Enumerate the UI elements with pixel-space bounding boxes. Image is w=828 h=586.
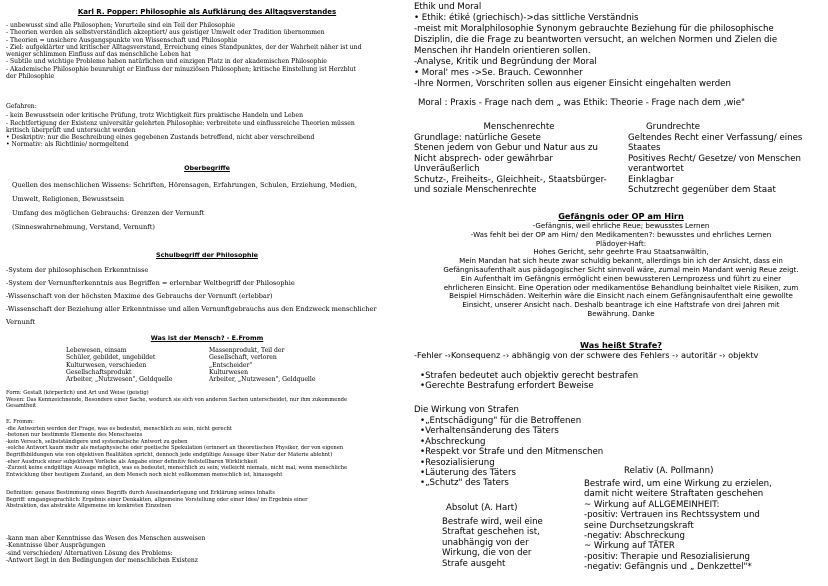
- ethik-line: Ethik und Moral: [414, 2, 482, 12]
- gefaengnis-line: -Was fehlt bei der OP am Hirn/ den Medikamenten?: bewusstes und ehrliches Lernen: [470, 229, 772, 239]
- relativ-line: -negativ: Gefängnis und „ Denkzettel"*: [584, 562, 752, 573]
- grundrechte-line: Staates: [628, 143, 661, 154]
- fromm-line: Entwicklung über heutigem Zustand, an dem Mensch noch nicht vollkommen menschlich ist, hinausgeht: [6, 471, 283, 478]
- intro-line: - Theorien werden als selbstverständlich akzeptiert/ aus geistiger Umwelt oder Tradition übernommen: [6, 29, 325, 37]
- relativ-list: [584, 479, 828, 573]
- wirkung-item: • „Entschädigung" für die Betroffenen: [420, 416, 720, 426]
- oberbegriffe-list: [12, 181, 410, 231]
- ethik-section: [414, 2, 826, 90]
- strafe-line: -Fehler -›Konsequenz -› abhängig von der schwere des Fehlers -› autoritär -› objektv: [414, 350, 759, 360]
- form-line: Wesen: Das Kennzeichnende, Besondere einer Sache, wodurch sie sich von anderen Sachen unterscheidet, nur ihm zukommende: [6, 396, 348, 403]
- intro-line: - Akademische Philosophie beunruhigt er Einfluss der minuziösen Philosophen; kritische Einstellung ist Herzblut: [6, 65, 356, 73]
- absolut-title: Absolut (A. Hart): [446, 503, 518, 513]
- form-line: Form: Gestalt (körperlich) und Art und Weise (geistig): [6, 390, 149, 396]
- fromm-line: E. Fromm:: [6, 419, 34, 425]
- absolut-line: Bestrafe wird, weil eine: [442, 517, 543, 527]
- fromm-line: -Zurzeit keine endgültige Aussage möglich, was es bedeutet, menschlich zu sein; vielleicht niemals, nicht mal, wenn menschliche: [6, 465, 348, 472]
- schulbegriff-line: -Wissenschaft der Beziehung aller Erkenntnisse und allen Vernunftgebrauchs aus den Endzweck menschlicher: [6, 305, 377, 313]
- menschenrechte-line: Schutz-, Freiheits-, Gleichheit-, Staatsbürger-: [414, 174, 607, 185]
- relativ-line: Bestrafe wird, um eine Wirkung zu erzielen,: [584, 479, 772, 489]
- relativ-line: -positiv: Vertrauen ins Rechtssystem und: [584, 510, 760, 521]
- fromm-line: Begriffsbildungen wie von objektiven Realitäten spricht, dennoch jede endgültige Aussage über Natur der Materie ablehnt): [6, 451, 333, 458]
- intro-line: - unbewusst sind alle Philosophen; Vorurteile sind ein Teil der Philosophie: [6, 22, 235, 29]
- wirkung-title: Die Wirkung von Strafen: [414, 405, 519, 415]
- schulbegriff-line: -System der philosophischen Erkenntnisse: [6, 266, 149, 274]
- relativ-line: damit nicht weitere Straftaten geschehen: [584, 489, 764, 500]
- mensch-title: Was ist der Mensch? - E.Fromm: [150, 334, 264, 342]
- grundrechte-line: Geltendes Recht einer Verfassung/ eines: [628, 133, 803, 143]
- ethik-line: • Moral' mes ->Se. Brauch. Cewonnher: [414, 68, 583, 78]
- menschenrechte-line: Grundlage: natürliche Gesete: [414, 133, 541, 143]
- gefaengnis-line: -Gefängnis, weil ehrliche Reue; bewusstes Lernen: [532, 222, 710, 230]
- grundrechte-line: Einklagbar: [628, 174, 674, 185]
- fromm-line: -solche Antwort kaum mehr als metaphysische oder poetische Spekulation (erinnert an theoretischen Physiker, der von eigenen: [6, 445, 344, 452]
- ethik-line: -Analyse, Kritik und Begründung der Moral: [414, 57, 597, 67]
- oberbegriffe-line: Umfang des möglichen Gebrauchs: Grenzen der Vernunft: [12, 209, 205, 217]
- gefaengnis-text: [414, 222, 828, 319]
- grundrechte-line: verantwortet: [628, 164, 684, 175]
- wirkung-item: • Abschreckung: [420, 437, 720, 447]
- fromm-line: -die Antworten werden der Frage, was es bedeutet, menschlich zu sein, nicht gerecht: [6, 425, 232, 432]
- absolut-line: Wirkung, die von der: [442, 548, 532, 559]
- mensch-item: Gesellschaftsprodukt: [66, 368, 132, 376]
- mensch-item: Arbeiter, „Nutzwesen", Geldquelle: [209, 376, 316, 384]
- strafe-title: Was heißt Strafe?: [579, 340, 663, 350]
- absolut-line: unabhängig von der: [442, 537, 529, 548]
- menschenrechte-list: [414, 133, 626, 195]
- menschenrechte-title: Menschenrechte: [483, 122, 555, 132]
- definition-line: Definition: genaue Bestimmung eines Begriffs durch Auseinanderlegung und Erklärung seines Inhalts: [6, 490, 275, 496]
- gefahren-line: • Deskriptiv: nur die Beschreibung eines gegebenen Zustands betreffend, nicht aber verschreibend: [6, 134, 315, 142]
- definition-line: Begriff: umgangssprachlich: Ergebnis einer Denkakten, allgemeine Vorstellung oder einer Idee/ im Ergebnis einer: [6, 496, 308, 503]
- ende-line: -kann man aber Kenntnisse das Wesen des Menschen ausweisen: [6, 535, 206, 542]
- strafe-bullet: • Gerechte Bestrafung erfordert Beweise: [420, 381, 824, 391]
- fromm-line: -kein Versuch, selbstständigere und systematische Antwort zu geben: [6, 438, 188, 445]
- oberbegriffe-title: Oberbegriffe: [184, 164, 230, 172]
- gefahren-line: kritisch überprüft und untersucht werden: [6, 126, 136, 134]
- menschenrechte-line: Stenen jedem von Gebur und Natur aus zu: [414, 143, 598, 154]
- intro-line: - Theorien = unsichere Ausgangspunkte von Wissenschaft und Philosophie: [6, 36, 238, 44]
- intro-line: der Philosophie: [6, 73, 55, 81]
- absolut-line: Strafe ausgeht: [442, 558, 506, 569]
- relativ-line: -negativ: Abschreckung: [584, 531, 685, 542]
- strafe-bullet: • Strafen bedeutet auch objektiv gerecht bestrafen: [420, 371, 824, 381]
- oberbegriffe-line: (Sinneswahrnehmung, Verstand, Vernunft): [12, 223, 155, 231]
- mensch-item: Kulturwesen: [209, 368, 249, 376]
- wirkung-item: • Resozialisierung: [420, 458, 720, 468]
- grundrechte-title: Grundrechte: [646, 122, 701, 132]
- mensch-item: Gesellschaft, verloren: [209, 354, 277, 362]
- absolut-line: Straftat geschehen ist,: [442, 527, 540, 538]
- wirkung-list: [420, 416, 720, 489]
- fromm-line: -betonen nur bestimmte Elemente des Menschseins: [6, 432, 143, 439]
- gefahren-line: - kein Bewusstsein oder kritische Prüfung, trotz Wichtigkeit fürs praktische Handeln und Leben: [6, 112, 304, 120]
- right-page: [414, 0, 828, 586]
- mensch-item: Schüler, gebildet, ungebildet: [66, 354, 156, 362]
- strafe-bullets: [420, 371, 824, 392]
- gefaengnis-line: Mein Mandan hat sich heute zwar schuldig bekannt, allerdings bin ich der Ansicht, dass ein: [459, 256, 783, 266]
- ethik-line: Disziplin, die die Frage zu beantworten versucht, an welchen Normen und Zielen die: [414, 35, 778, 45]
- mensch-item: Massenprodukt, Teil der: [209, 347, 285, 354]
- schulbegriff-line: Vernunft: [6, 318, 36, 326]
- form-line: Gesamtheit: [6, 403, 37, 410]
- oberbegriffe-line: Umwelt, Religionen, Bewusstsein: [12, 195, 124, 203]
- ende-line: -sind verschieden/ Alternativen Lösung des Problems:: [6, 549, 173, 557]
- mensch-item: Arbeiter, „Nutzwesen", Geldquelle: [66, 376, 173, 384]
- relativ-line: -positiv: Therapie und Resozialisierung: [584, 551, 750, 562]
- ethik-line: -meist mit Moralphilosophie Synonym gebrauchte Beziehung für die philosophische: [414, 24, 774, 34]
- schulbegriff-title: Schulbegriff der Philosophie: [155, 251, 259, 259]
- schulbegriff-line: -System der Vernunfterkenntnis aus Begriffen = erlernbar Weltbegriff der Philosophie: [6, 279, 295, 287]
- popper-intro: [6, 22, 410, 80]
- gefaengnis-line: Ein Aufenthalt im Gefängnis ermöglicht einen bewussteren Lernprozess und führt zu einer: [460, 273, 782, 283]
- wirkung-item: • Läuterung des Täters: [420, 468, 720, 478]
- relativ-line: ~ Wirkung auf ALLGEMEINHEIT:: [584, 499, 720, 510]
- wirkung-item: • „Schutz" des Taters: [420, 478, 720, 488]
- grundrechte-list: [628, 133, 826, 195]
- gefaengnis-line: Einsicht, unserer Ansicht nach. Deshalb beantrage ich eine Haftstrafe von drei Jahren mit: [462, 300, 780, 310]
- popper-title: Karl R. Popper: Philosophie als Aufklärung des Alltagsverstandes: [77, 8, 337, 16]
- ende-line: -Kenntnisse über Ausprägungen: [6, 542, 106, 550]
- schulbegriff-list: [6, 266, 410, 326]
- ende-section: [6, 535, 410, 564]
- gefahren-section: [6, 103, 410, 149]
- gefahren-title: Gefahren:: [6, 103, 37, 110]
- gefahren-line: • Normativ: als Richtlinie/ normgeltend: [6, 141, 129, 149]
- mensch-column-1: [66, 347, 216, 383]
- schulbegriff-line: -Wissenschaft von der höchsten Maxime des Gebrauchs der Vernunft (erlebbar): [6, 292, 273, 300]
- gefahren-line: - Rechtfertigung der Existenz universitär gelehrten Philosophie: verbreitete und einflussreiche Theorien müssen: [6, 119, 355, 127]
- mensch-item: Kulturwesen, verschieden: [66, 361, 147, 369]
- mensch-item: „Entscheider": [209, 361, 253, 369]
- fromm-line: -eher Ausdruck einer subjektiven Vorliebe als Angabe einer definitiv feststellbaren Wirklichkeit: [6, 458, 258, 465]
- definition-section: [6, 490, 410, 510]
- fromm-section: [6, 419, 410, 478]
- ende-line: -Antwort liegt in den Bedingungen der menschlichen Existenz: [6, 556, 198, 564]
- menschenrechte-line: Nicht absprech- oder gewährbar: [414, 153, 553, 164]
- gefaengnis-line: Gefängnisaufenthalt aus pädagogischer Sicht sinnvoll wäre, zumal mein Mandant wenig Reue zeigt.: [443, 264, 799, 274]
- definition-line: Abstraktion, das abstrakte Allgemeine im konkreten Einzelnen: [6, 503, 172, 510]
- grundrechte-line: Schutzrecht gegenüber dem Staat: [628, 185, 776, 196]
- mensch-column-2: [209, 347, 369, 383]
- wirkung-item: • Verhaltensänderung des Täters: [420, 426, 720, 436]
- oberbegriffe-line: Quellen des menschlichen Wissens: Schriften, Hörensagen, Erfahrungen, Schulen, Erziehung, Medien,: [12, 181, 357, 189]
- wirkung-item: • Respekt vor Strafe und den Mitmenschen: [420, 447, 720, 457]
- gefaengnis-line: Plädoyer-Haft:: [595, 238, 647, 248]
- gefaengnis-line: ehrlicheren Einsicht. Eine Operation oder medikamentöse Behandlung beinhaltet viele Risiken, zum: [443, 282, 799, 292]
- gefaengnis-line: Beispiel Hirnschäden. Weiterhin wäre die Einsicht nach einem Gefängnisaufenthalt eine gewollte: [449, 291, 793, 301]
- moral-ethik-line: Moral : Praxis - Frage nach dem „ was Ethik: Theorie - Frage nach dem ‚wie": [418, 98, 745, 108]
- ethik-line: • Ethik: étiké (griechisch)->das sittliche Verständnis: [414, 13, 639, 23]
- intro-line: weniger schlimmen Einfluss auf das menschliche Leben hat: [6, 51, 191, 59]
- intro-line: - Ziel: aufgeklärter und kritischer Alltagsverstand, Erreichung eines Standpunktes, der der Wahrheit näher ist und: [6, 43, 362, 51]
- relativ-line: ~ Wirkung auf TÄTER: [584, 541, 675, 552]
- relativ-line: seine Durchsetzungskraft: [584, 520, 694, 531]
- gefaengnis-line: Bewährung. Danke: [587, 308, 655, 318]
- menschenrechte-line: und soziale Menschenrechte: [414, 185, 537, 196]
- absolut-list: [442, 517, 582, 569]
- form-wesen: [6, 390, 410, 410]
- intro-line: - Subtile und wichtige Probleme haben natürlichen und einzigen Platz in der akademischen Philosophie: [6, 58, 327, 66]
- gefaengnis-title: Gefängnis oder OP am Hirn: [558, 211, 684, 221]
- menschenrechte-line: Unveräußerlich: [414, 164, 480, 175]
- grundrechte-line: Positives Recht/ Gesetze/ von Menschen: [628, 153, 801, 164]
- relativ-title: Relativ (A. Pollmann): [624, 466, 714, 476]
- mensch-item: Lebewesen, einsam: [66, 347, 127, 354]
- ethik-line: Menschen ihr Handeln orientieren sollen.: [414, 46, 591, 56]
- gefaengnis-line: Hohes Gericht, sehr geehrte Frau Staatsanwältin,: [533, 247, 709, 257]
- ethik-line: -Ihre Normen, Vorschriten sollen aus eigener Einsicht eingehalten werden: [414, 79, 731, 89]
